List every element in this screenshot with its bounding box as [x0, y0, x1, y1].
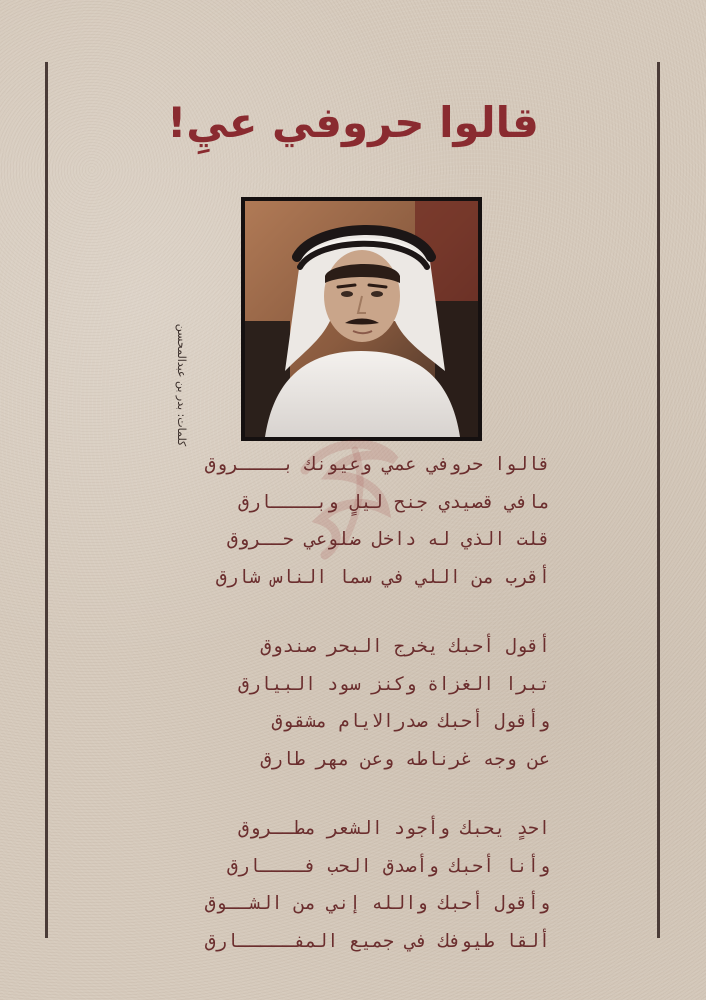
verse-line: عن وجه غرناطه وعن مهر طارق — [260, 748, 550, 770]
portrait-illustration — [245, 201, 478, 437]
stanza-3 — [150, 810, 550, 960]
poem-title: قالوا حروفي عيِ! — [167, 98, 539, 147]
verse-line: وأقول أحبك والله إني من الشــوق — [204, 893, 550, 914]
verse-line: ألقا طيوفك في جميع المفـــــارق — [204, 930, 550, 952]
verse-line: قلت الذي له داخل ضلوعي حــروق — [226, 529, 550, 550]
lyrics-credit: كلمات: بدر بن عبدالمحسن — [175, 323, 188, 447]
verse-line: أقرب من اللي في سما الناس شارق — [215, 566, 550, 588]
right-border-rule — [657, 62, 660, 938]
verse-line: وأنا أحبك وأصدق الحب فــــارق — [226, 855, 550, 877]
verse-line: مافي قصيدي جنح ليلٍ وبــــارق — [238, 491, 550, 513]
verse-line: احدٍ يحبك وأجود الشعر مطــروق — [238, 818, 550, 839]
left-border-rule — [45, 62, 48, 938]
verse-line: تبرا الغزاة وكنز سود البيارق — [238, 673, 550, 695]
verse-line: وأقول أحبك صدرالايام مشقوق — [271, 711, 550, 732]
stanza-1 — [150, 446, 550, 596]
stanza-2 — [150, 628, 550, 778]
verse-line: قالوا حروفي عمي وعيونك بــــروق — [204, 454, 550, 475]
verse-line: أقول أحبك يخرج البحر صندوق — [260, 636, 550, 657]
poet-portrait-photo — [241, 197, 482, 441]
